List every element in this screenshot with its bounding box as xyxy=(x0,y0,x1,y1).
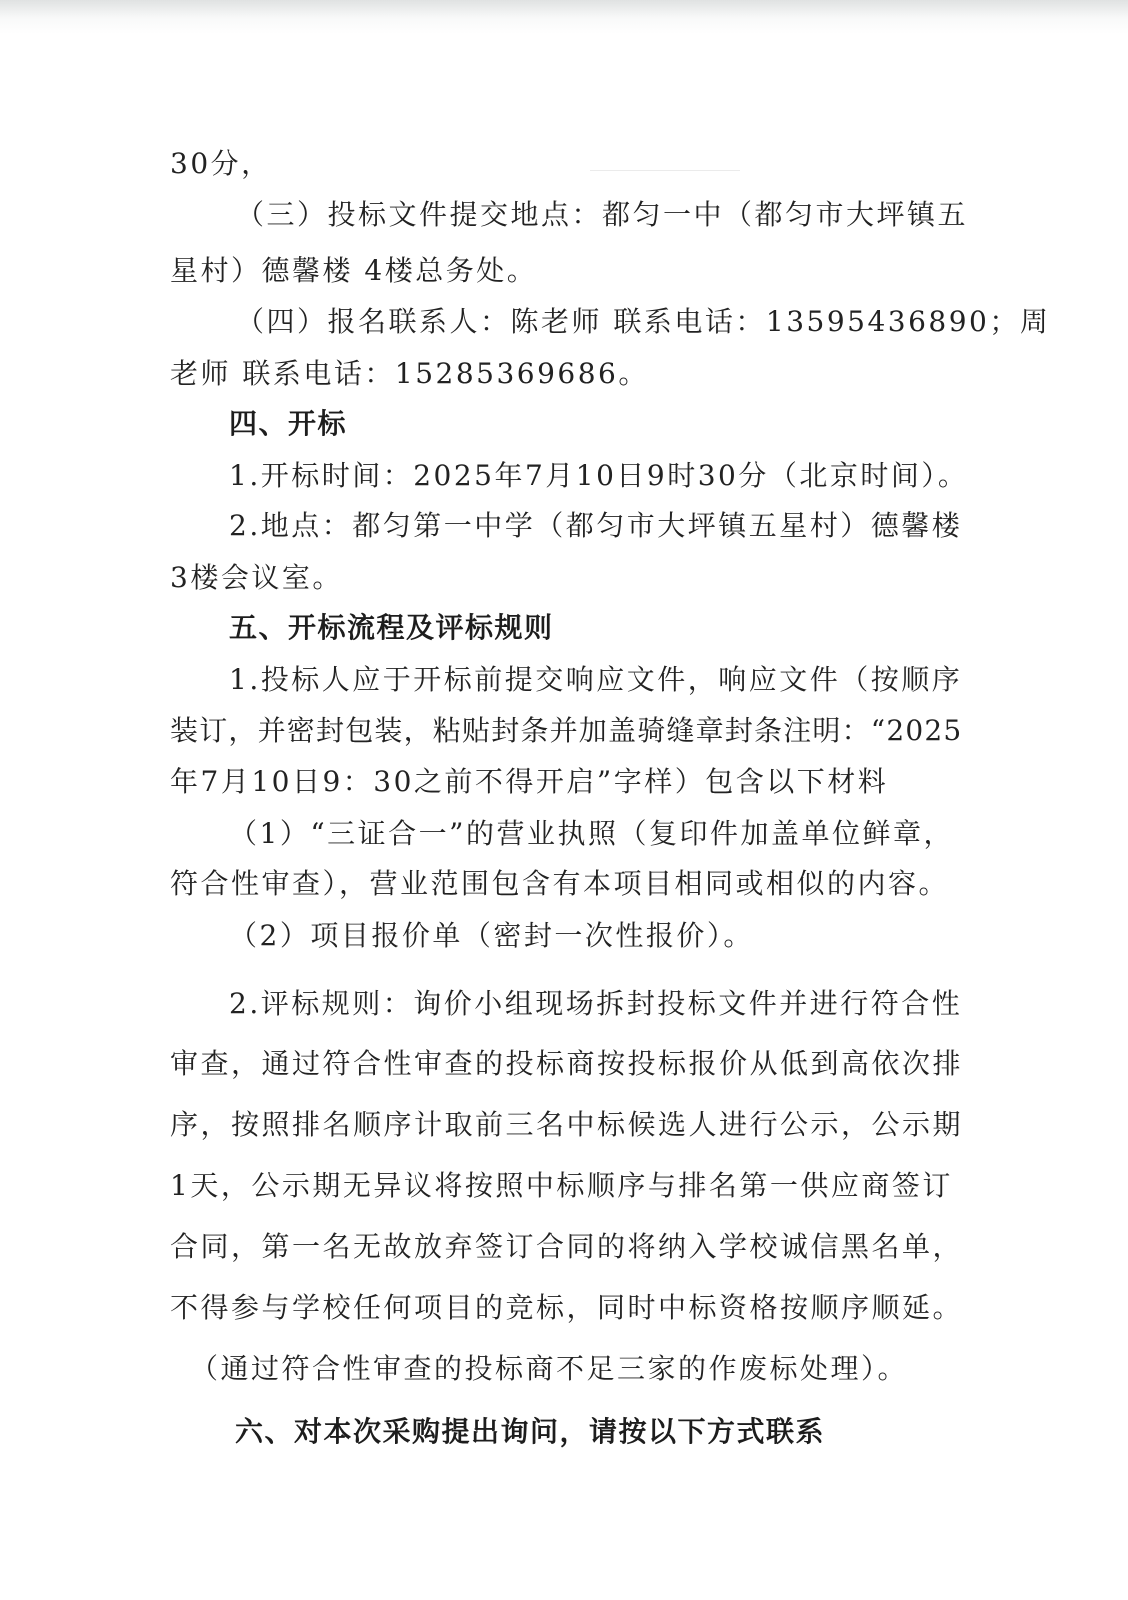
paragraph-line-17: 2.评标规则：询价小组现场拆封投标文件并进行符合性 xyxy=(229,987,963,1020)
paragraph-line-2: （三）投标文件提交地点：都匀一中（都匀市大坪镇五 xyxy=(236,198,969,231)
paragraph-line-5: 老师 联系电话：15285369686。 xyxy=(170,357,649,390)
section-heading-rules: 五、开标流程及评标规则 xyxy=(229,611,554,644)
paragraph-line-1: 30分， xyxy=(170,147,272,180)
scan-shadow xyxy=(0,0,1128,18)
paragraph-line-13: 年7月10日9：30之前不得开启”字样）包含以下材料 xyxy=(170,765,889,798)
paragraph-line-9: 3楼会议室。 xyxy=(170,561,343,594)
paragraph-line-15: 符合性审查），营业范围包含有本项目相同或相似的内容。 xyxy=(170,867,950,900)
section-heading-opening: 四、开标 xyxy=(229,407,348,440)
paragraph-line-19: 序，按照排名顺序计取前三名中标候选人进行公示，公示期 xyxy=(170,1108,964,1141)
paragraph-line-4: （四）报名联系人：陈老师 联系电话：13595436890；周 xyxy=(236,305,1051,338)
paragraph-line-7: 1.开标时间：2025年7月10日9时30分（北京时间）。 xyxy=(229,459,969,492)
paragraph-line-18: 审查，通过符合性审查的投标商按投标报价从低到高依次排 xyxy=(170,1047,964,1080)
paragraph-line-23: （通过符合性审查的投标商不足三家的作废标处理）。 xyxy=(190,1352,909,1385)
paragraph-line-11: 1.投标人应于开标前提交响应文件，响应文件（按顺序 xyxy=(229,663,963,696)
section-heading-inquiry: 六、对本次采购提出询问，请按以下方式联系 xyxy=(235,1415,826,1448)
paragraph-line-22: 不得参与学校任何项目的竞标，同时中标资格按顺序顺延。 xyxy=(170,1291,964,1324)
paragraph-line-12: 装订，并密封包装，粘贴封条并加盖骑缝章封条注明：“2025 xyxy=(170,714,963,747)
paragraph-line-16: （2）项目报价单（密封一次性报价）。 xyxy=(229,919,754,952)
paragraph-line-21: 合同，第一名无故放弃签订合同的将纳入学校诚信黑名单， xyxy=(170,1230,964,1263)
paragraph-line-3: 星村）德馨楼 4楼总务处。 xyxy=(170,254,538,287)
paragraph-line-14: （1）“三证合一”的营业执照（复印件加盖单位鲜章， xyxy=(229,817,954,850)
paragraph-line-8: 2.地点：都匀第一中学（都匀市大坪镇五星村）德馨楼 xyxy=(229,509,963,542)
paragraph-line-20: 1天，公示期无异议将按照中标顺序与排名第一供应商签订 xyxy=(170,1169,953,1202)
